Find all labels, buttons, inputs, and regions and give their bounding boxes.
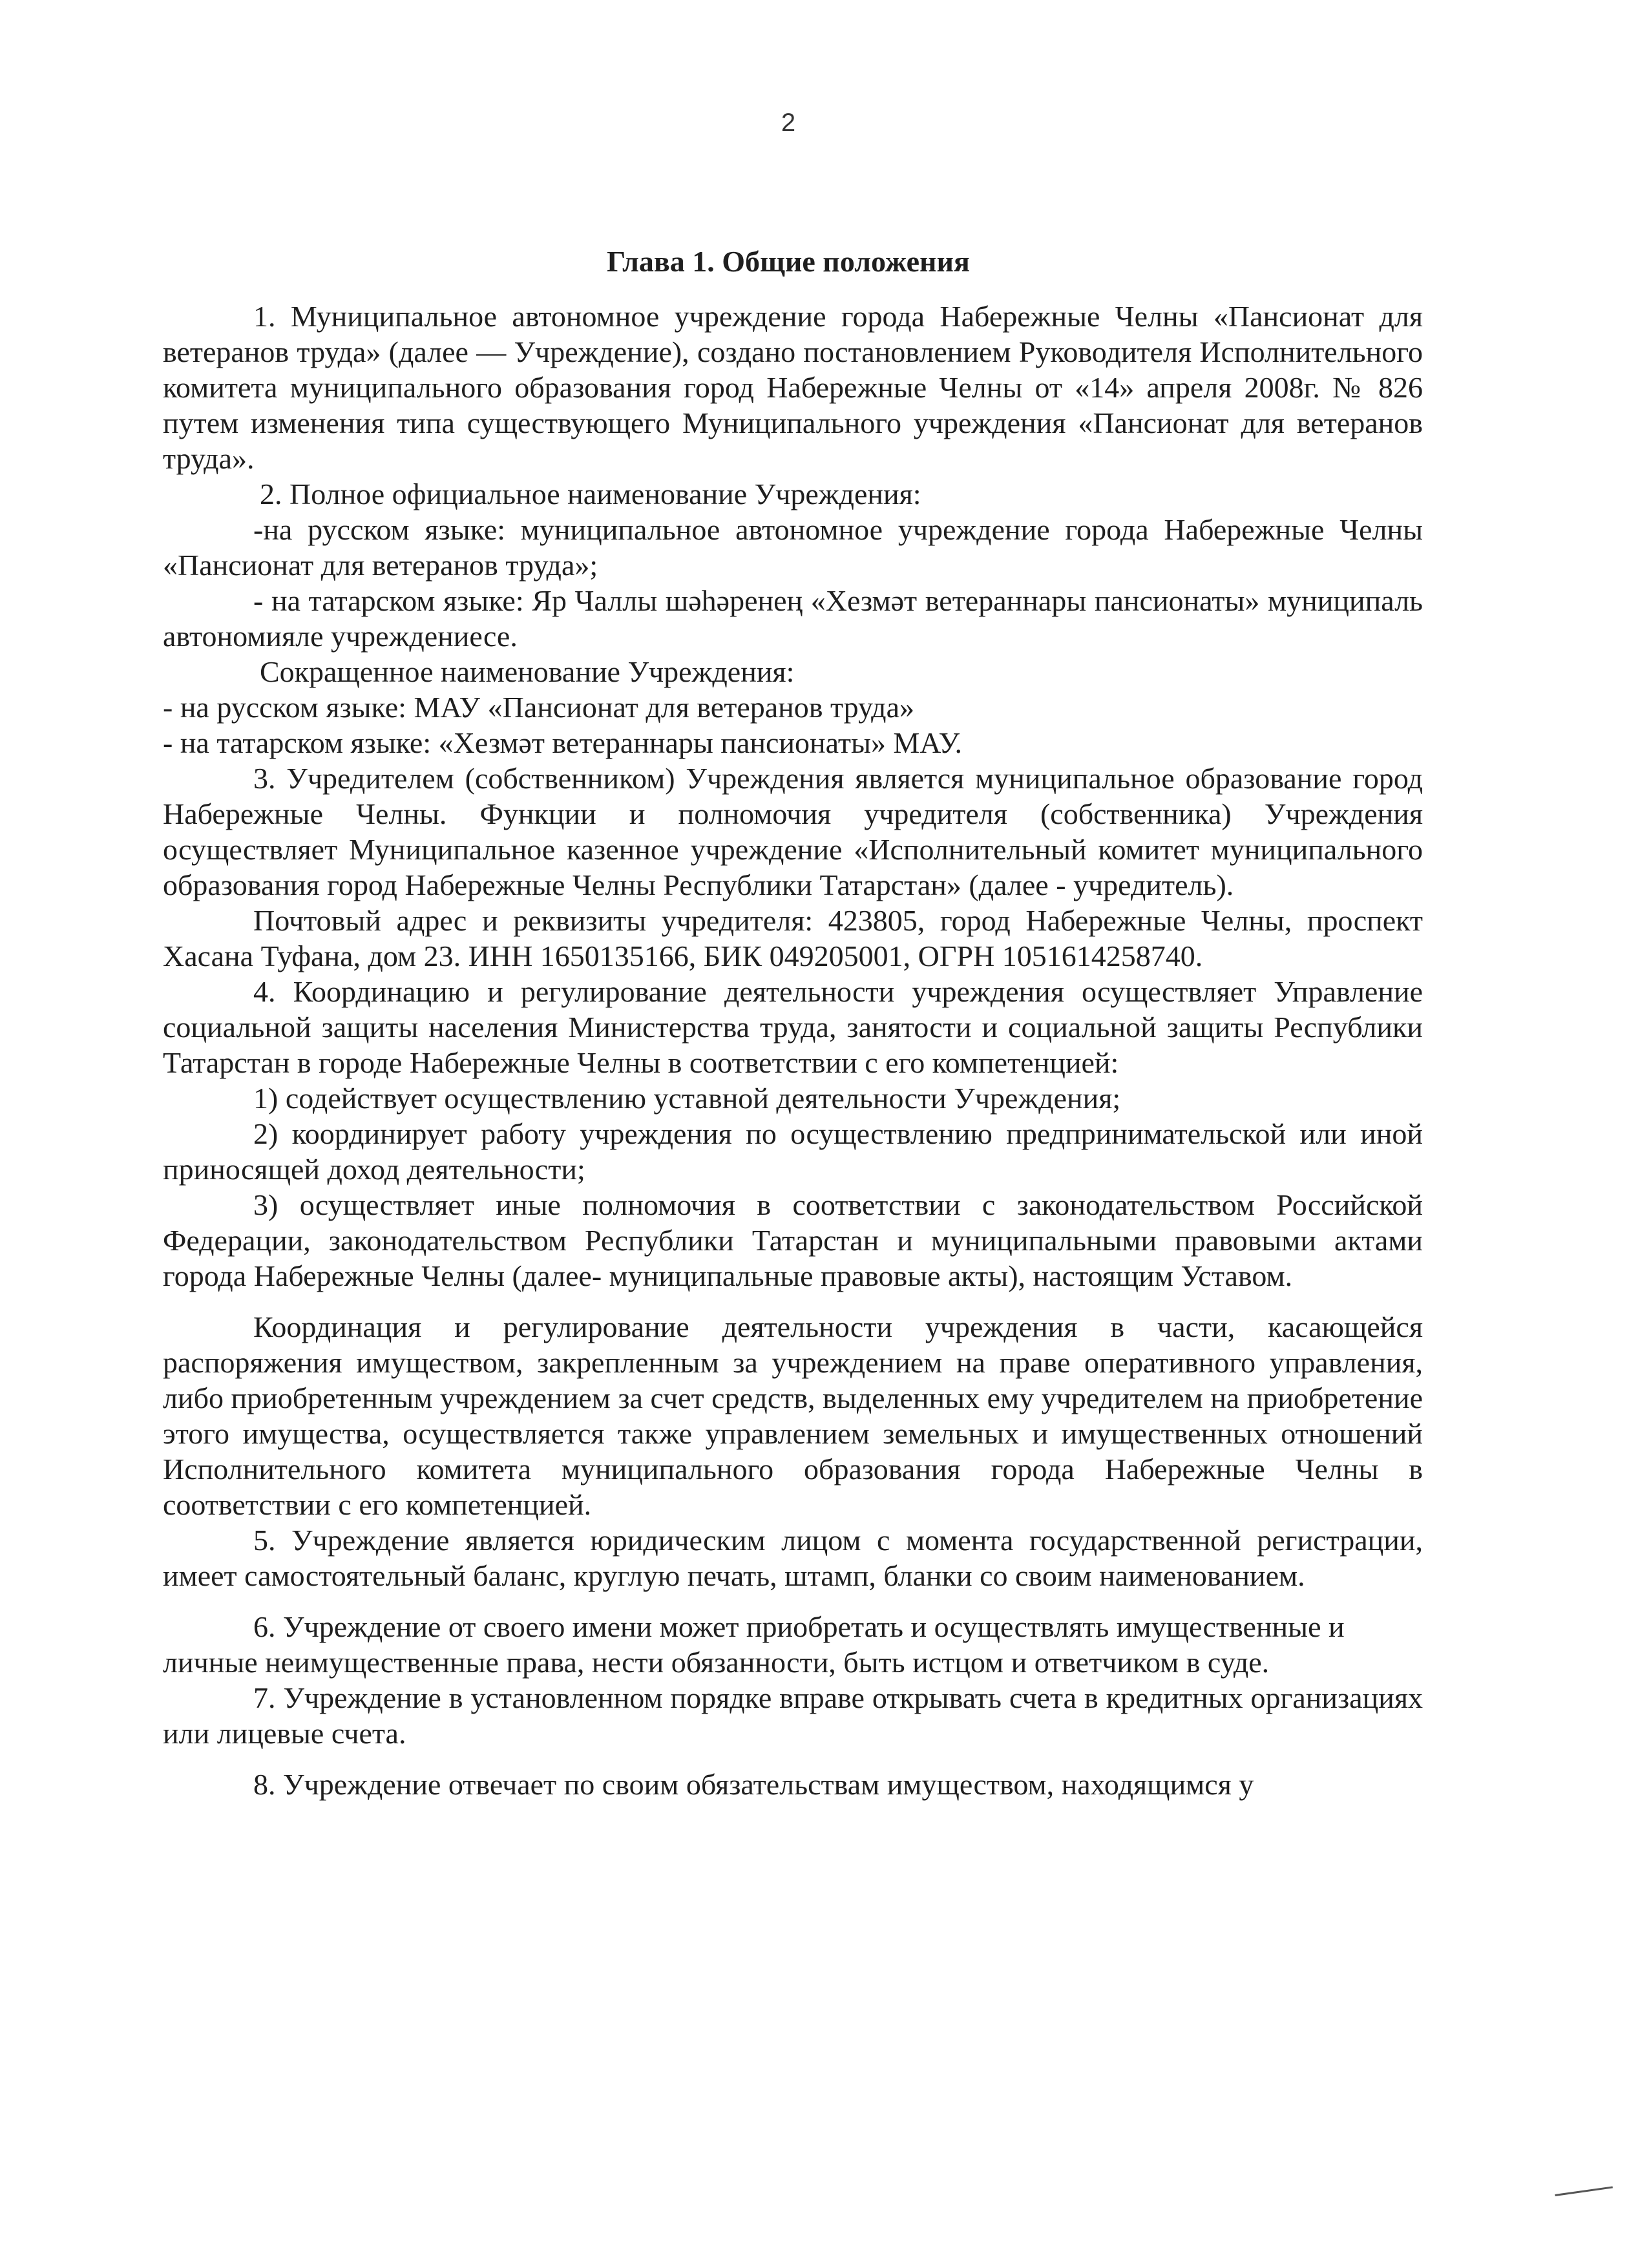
paragraph-full-name-ru: -на русском языке: муниципальное автономное учреждение города Набережные Челны «Пансионат для ветеранов труда»; <box>163 513 1423 582</box>
paragraph-4-item-3: 3) осуществляет иные полномочия в соответствии с законодательством Российской Федерации, законодательством Республики Татарстан и муниципальными правовыми актами города Набережные Челны (далее- муниципальные правовые акты), настоящим Уставом. <box>163 1188 1423 1292</box>
paragraph-4-item-1: 1) содействует осуществлению уставной деятельности Учреждения; <box>253 1082 1121 1115</box>
paragraph-8: 8. Учреждение отвечает по своим обязательствам имуществом, находящимся у <box>253 1768 1254 1801</box>
paragraph-4: 4. Координацию и регулирование деятельности учреждения осуществляет Управление социальной защиты населения Министерства труда, занятости и социальной защиты Республики Татарстан в городе Набережные Челны в соответствии с его компетенцией: <box>163 975 1423 1079</box>
paragraph-postal-address: Почтовый адрес и реквизиты учредителя: 423805, город Набережные Челны, проспект Хасана Туфана, дом 23. ИНН 1650135166, БИК 049205001, ОГРН 1051614258740. <box>163 904 1423 972</box>
paragraph-5: 5. Учреждение является юридическим лицом с момента государственной регистрации, имеет самостоятельный баланс, круглую печать, штамп, бланки со своим наименованием. <box>163 1524 1423 1592</box>
paragraph-6-continued: личные неимущественные права, нести обязанности, быть истцом и ответчиком в суде. <box>163 1646 1270 1679</box>
page-number: 2 <box>781 109 796 137</box>
paragraph-coordination: Координация и регулирование деятельности учреждения в части, касающейся распоряжения имуществом, закрепленным за учреждением на праве оперативного управления, либо приобретенным учреждением за счет средств, выделенных ему учредителем на приобретение этого имущества, осуществляется также управлением земельных и имущественных отношений Исполнительного комитета муниципального образования города Набережные Челны в соответствии с его компетенцией. <box>163 1310 1423 1521</box>
paragraph-6: 6. Учреждение от своего имени может приобретать и осуществлять имущественные и <box>253 1610 1345 1643</box>
paragraph-full-name-tt: - на татарском языке: Яр Чаллы шәһәренең «Хезмәт ветераннары пансионаты» муниципаль автономияле учреждениесе. <box>163 584 1423 653</box>
paragraph-short-name-ru: - на русском языке: МАУ «Пансионат для ветеранов труда» <box>163 691 914 724</box>
paragraph-1: 1. Муниципальное автономное учреждение города Набережные Челны «Пансионат для ветеранов труда» (далее — Учреждение), создано постановлением Руководителя Исполнительного комитета муниципального образования город Набережные Челны от «14» апреля 2008г. № 826 путем изменения типа существующего Муниципального учреждения «Пансионат для ветеранов труда». <box>163 300 1423 475</box>
paragraph-7: 7. Учреждение в установленном порядке вправе открывать счета в кредитных организациях или лицевые счета. <box>163 1681 1423 1750</box>
paragraph-4-item-2: 2) координирует работу учреждения по осуществлению предпринимательской или иной приносящей доход деятельности; <box>163 1117 1423 1186</box>
pen-mark <box>1549 2148 1613 2196</box>
paragraph-short-name-tt: - на татарском языке: «Хезмәт ветераннары пансионаты» МАУ. <box>163 726 963 759</box>
paragraph-short-name: Сокращенное наименование Учреждения: <box>260 655 795 688</box>
document-body <box>163 299 1423 1802</box>
paragraph-2: 2. Полное официальное наименование Учреждения: <box>260 478 921 510</box>
chapter-title: Глава 1. Общие положения <box>607 245 970 278</box>
paragraph-3: 3. Учредителем (собственником) Учреждения является муниципальное образование город Набережные Челны. Функции и полномочия учредителя (собственника) Учреждения осуществляет Муниципальное казенное учреждение «Исполнительный комитет муниципального образования город Набережные Челны Республики Татарстан» (далее - учредитель). <box>163 762 1423 901</box>
